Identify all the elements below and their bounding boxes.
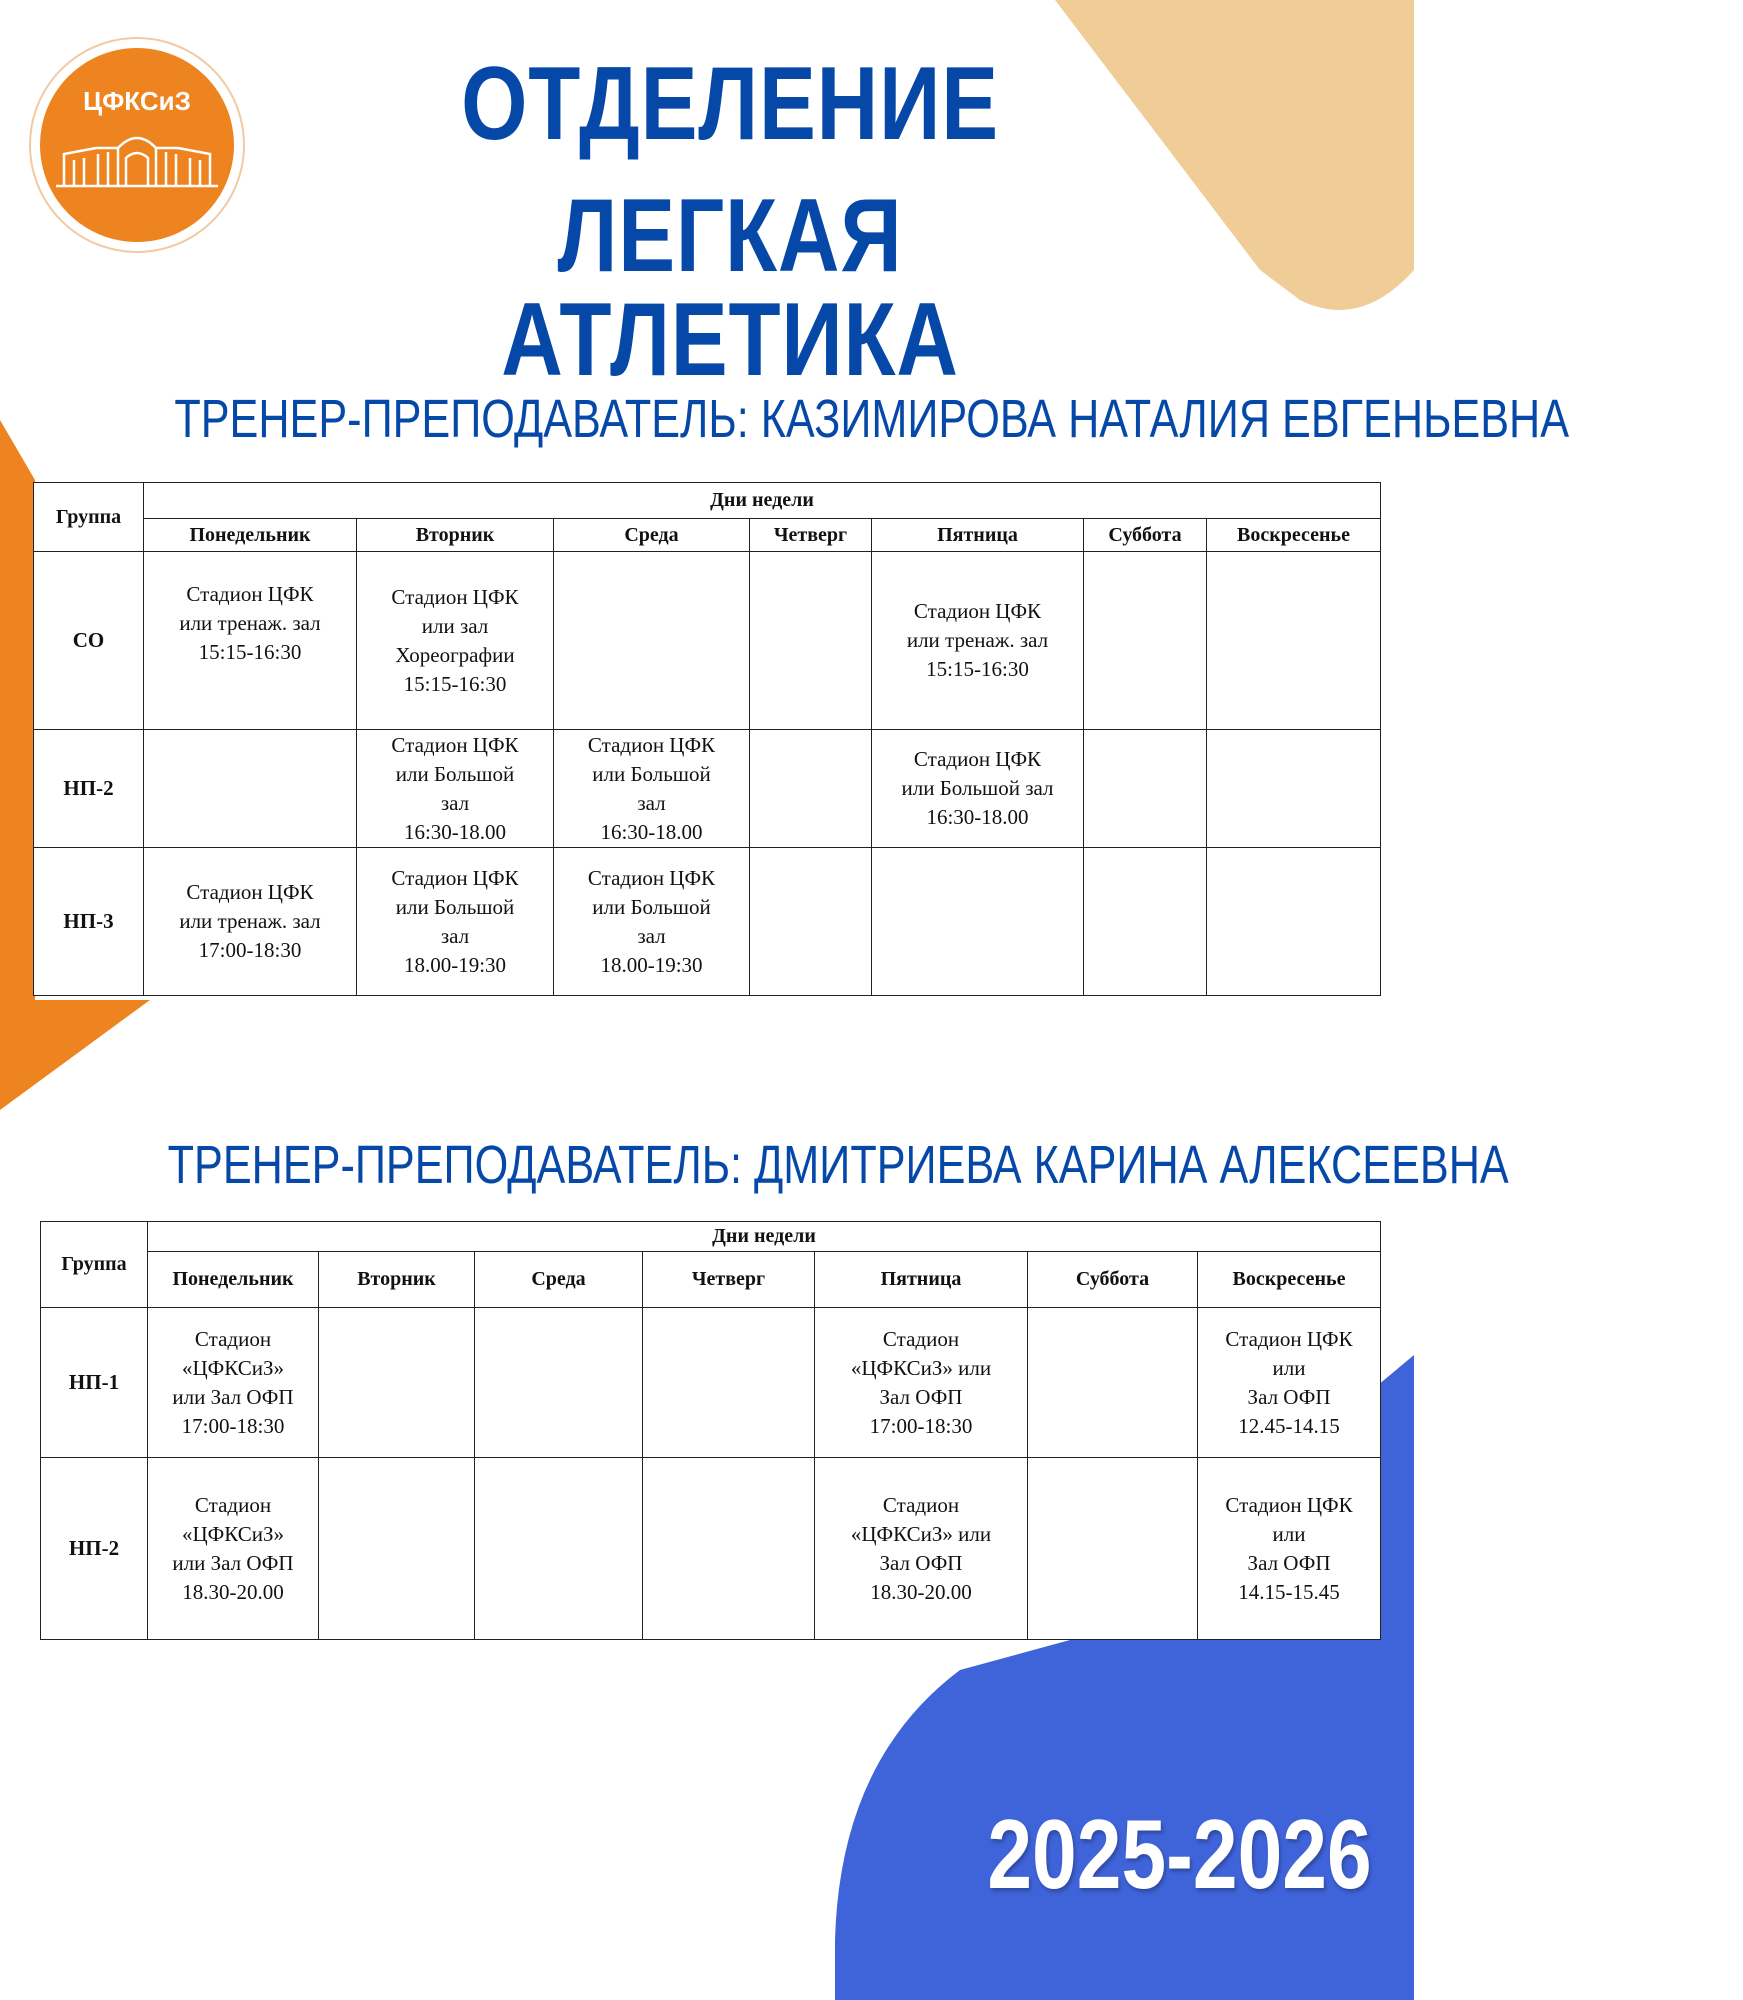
schedule-table-2 xyxy=(40,1221,1381,1640)
schedule-cell: Стадион ЦФК или тренаж. зал 15:15-16:30 xyxy=(872,552,1084,730)
day-header: Четверг xyxy=(750,519,872,552)
schedule-cell xyxy=(475,1458,643,1640)
coach-heading-2: ТРЕНЕР-ПРЕПОДАВАТЕЛЬ: ДМИТРИЕВА КАРИНА АЛЕКСЕЕВНА xyxy=(167,1135,1509,1195)
days-header: Дни недели xyxy=(148,1222,1381,1252)
day-header: Четверг xyxy=(643,1252,815,1308)
schedule-cell xyxy=(1084,848,1207,996)
day-header: Вторник xyxy=(357,519,554,552)
day-header: Понедельник xyxy=(148,1252,319,1308)
coach-heading-1: ТРЕНЕР-ПРЕПОДАВАТЕЛЬ: КАЗИМИРОВА НАТАЛИЯ ЕВГЕНЬЕВНА xyxy=(174,389,1570,449)
day-header: Воскресенье xyxy=(1207,519,1381,552)
schedule-cell xyxy=(554,552,750,730)
days-header: Дни недели xyxy=(144,483,1381,519)
schedule-cell xyxy=(1207,552,1381,730)
schedule-cell: Стадион ЦФК или зал Хореографии 15:15-16:30 xyxy=(357,552,554,730)
day-header: Пятница xyxy=(815,1252,1028,1308)
group-cell: СО xyxy=(34,552,144,730)
schedule-cell xyxy=(643,1458,815,1640)
schedule-cell xyxy=(1207,848,1381,996)
year-label: 2025-2026 xyxy=(987,1799,1372,1909)
day-header: Суббота xyxy=(1028,1252,1198,1308)
schedule-cell: Стадион ЦФК или Большой зал 16:30-18.00 xyxy=(554,730,750,848)
schedule-cell xyxy=(1207,730,1381,848)
title-line-2: ЛЕГКАЯ АТЛЕТИКА xyxy=(501,178,959,398)
logo xyxy=(28,36,246,254)
table-row xyxy=(34,552,1381,730)
group-cell: НП-1 xyxy=(41,1308,148,1458)
schedule-cell xyxy=(144,730,357,848)
table-row xyxy=(34,848,1381,996)
schedule-cell xyxy=(872,848,1084,996)
schedule-cell: Стадион «ЦФКСиЗ» или Зал ОФП 18.30-20.00 xyxy=(148,1458,319,1640)
schedule-cell: Стадион «ЦФКСиЗ» или Зал ОФП 18.30-20.00 xyxy=(815,1458,1028,1640)
table-row xyxy=(34,730,1381,848)
schedule-cell xyxy=(1028,1308,1198,1458)
logo-text: ЦФКСиЗ xyxy=(83,86,191,116)
day-header: Среда xyxy=(475,1252,643,1308)
schedule-cell xyxy=(475,1308,643,1458)
schedule-cell: Стадион ЦФК или Большой зал 18.00-19:30 xyxy=(554,848,750,996)
stadium-logo-icon xyxy=(28,36,246,254)
schedule-cell xyxy=(319,1458,475,1640)
schedule-cell: Стадион ЦФК или Большой зал 18.00-19:30 xyxy=(357,848,554,996)
table-row xyxy=(41,1308,1381,1458)
schedule-cell xyxy=(1084,552,1207,730)
schedule-cell: Стадион ЦФК или тренаж. зал 15:15-16:30 xyxy=(144,552,357,730)
group-header: Группа xyxy=(34,483,144,552)
day-header: Среда xyxy=(554,519,750,552)
day-header: Понедельник xyxy=(144,519,357,552)
day-header: Суббота xyxy=(1084,519,1207,552)
schedule-cell xyxy=(750,552,872,730)
schedule-cell xyxy=(1084,730,1207,848)
schedule-cell xyxy=(750,848,872,996)
schedule-cell: Стадион ЦФК или Зал ОФП 12.45-14.15 xyxy=(1198,1308,1381,1458)
day-header: Воскресенье xyxy=(1198,1252,1381,1308)
group-header: Группа xyxy=(41,1222,148,1308)
schedule-table-1 xyxy=(33,482,1381,996)
schedule-cell: Стадион «ЦФКСиЗ» или Зал ОФП 17:00-18:30 xyxy=(815,1308,1028,1458)
group-cell: НП-3 xyxy=(34,848,144,996)
schedule-cell: Стадион ЦФК или Большой зал 16:30-18.00 xyxy=(872,730,1084,848)
day-header: Пятница xyxy=(872,519,1084,552)
schedule-cell: Стадион ЦФК или тренаж. зал 17:00-18:30 xyxy=(144,848,357,996)
title-line-1: ОТДЕЛЕНИЕ xyxy=(461,46,999,162)
schedule-cell xyxy=(319,1308,475,1458)
group-cell: НП-2 xyxy=(34,730,144,848)
schedule-cell: Стадион ЦФК или Зал ОФП 14.15-15.45 xyxy=(1198,1458,1381,1640)
schedule-cell: Стадион ЦФК или Большой зал 16:30-18.00 xyxy=(357,730,554,848)
schedule-cell xyxy=(750,730,872,848)
group-cell: НП-2 xyxy=(41,1458,148,1640)
schedule-cell xyxy=(1028,1458,1198,1640)
schedule-cell: Стадион «ЦФКСиЗ» или Зал ОФП 17:00-18:30 xyxy=(148,1308,319,1458)
table-row xyxy=(41,1458,1381,1640)
schedule-cell xyxy=(643,1308,815,1458)
day-header: Вторник xyxy=(319,1252,475,1308)
